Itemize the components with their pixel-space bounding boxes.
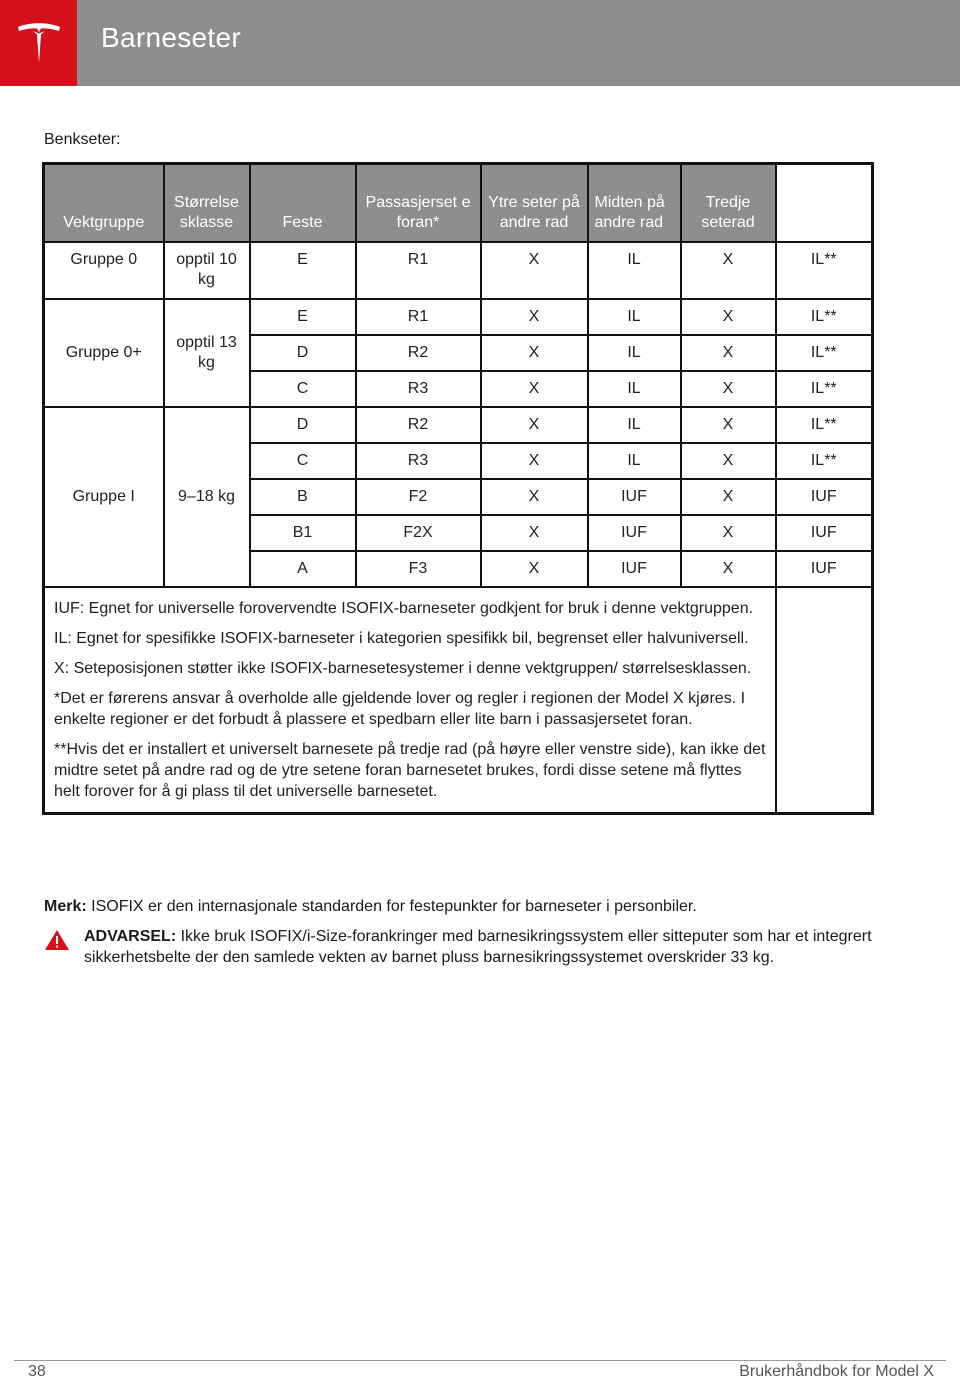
table-cell: X bbox=[681, 371, 776, 407]
group-cell: Gruppe 0+ bbox=[44, 299, 164, 407]
table-cell: R1 bbox=[356, 299, 481, 335]
footer-divider bbox=[14, 1360, 946, 1361]
table-cell: X bbox=[481, 371, 588, 407]
table-cell: D bbox=[250, 407, 356, 443]
note-double-asterisk: **Hvis det er installert et universelt barnesete på tredje rad (på høyre eller venstre side), kan ikke det midtre setet på andre rad og de ytre setene foran barnesetet brukes, fordi disse setene må flyttes helt forover for å gi plass til det universelle barnesetet. bbox=[54, 740, 766, 800]
table-cell: R3 bbox=[356, 443, 481, 479]
table-cell: X bbox=[681, 515, 776, 551]
group-cell: Gruppe 0 bbox=[44, 242, 164, 299]
notes-row bbox=[44, 587, 873, 814]
table-cell: IL bbox=[588, 299, 681, 335]
header-feste: Feste bbox=[250, 164, 356, 242]
table-cell: X bbox=[481, 299, 588, 335]
table-cell: R3 bbox=[356, 371, 481, 407]
table-cell: X bbox=[681, 443, 776, 479]
weight-cell: opptil 10 kg bbox=[164, 242, 250, 299]
table-cell: IL** bbox=[776, 371, 873, 407]
table-cell: F2X bbox=[356, 515, 481, 551]
table-cell: A bbox=[250, 551, 356, 587]
group-cell: Gruppe I bbox=[44, 407, 164, 587]
section-intro: Benkseter: bbox=[44, 131, 121, 148]
table-cell: F3 bbox=[356, 551, 481, 587]
table-cell: IUF bbox=[588, 551, 681, 587]
table-cell: IL bbox=[588, 371, 681, 407]
table-cell: E bbox=[250, 299, 356, 335]
notes-cell bbox=[44, 587, 776, 814]
table-cell: E bbox=[250, 242, 356, 299]
note-paragraph bbox=[44, 896, 884, 917]
warning-text bbox=[84, 926, 874, 968]
isofix-table bbox=[42, 162, 874, 815]
header-ytre-seter-andre-rad: Ytre seter på andre rad bbox=[481, 164, 588, 242]
table-cell: IUF bbox=[588, 515, 681, 551]
warning-body: Ikke bruk ISOFIX/i-Size-forankringer med barnesikringssystem eller sitteputer som har et integrert sikkerhetsbelte der den samlede vekten av barnet pluss barnesikringssystemet overskrider 33 kg. bbox=[84, 928, 872, 966]
table-cell: IL bbox=[588, 242, 681, 299]
header-passasjersete-foran: Passasjerset e foran* bbox=[356, 164, 481, 242]
note-text: ISOFIX er den internasjonale standarden for festepunkter for barneseter i personbiler. bbox=[86, 898, 697, 915]
table-cell: IL** bbox=[776, 407, 873, 443]
table-cell: F2 bbox=[356, 479, 481, 515]
table-cell: IL bbox=[588, 335, 681, 371]
table-cell: X bbox=[481, 443, 588, 479]
table-row bbox=[44, 242, 873, 299]
table-cell: IL** bbox=[776, 242, 873, 299]
table-cell: X bbox=[481, 551, 588, 587]
table-cell: X bbox=[481, 407, 588, 443]
note-label: Merk: bbox=[44, 898, 87, 915]
table-cell: X bbox=[481, 335, 588, 371]
table-cell: X bbox=[681, 242, 776, 299]
page-header bbox=[0, 0, 960, 86]
header-tredje-seterad: Tredje seterad bbox=[681, 164, 776, 242]
table-cell: IUF bbox=[776, 551, 873, 587]
table-cell: IUF bbox=[776, 479, 873, 515]
table-cell: IL** bbox=[776, 299, 873, 335]
page-title: Barneseter bbox=[101, 22, 241, 53]
page-number: 38 bbox=[28, 1363, 46, 1380]
table-cell: C bbox=[250, 443, 356, 479]
table-cell: X bbox=[481, 479, 588, 515]
table-cell: IUF bbox=[588, 479, 681, 515]
header-vektgruppe: Vektgruppe bbox=[44, 164, 164, 242]
table-cell: X bbox=[681, 407, 776, 443]
table-cell: B bbox=[250, 479, 356, 515]
note-asterisk: *Det er førerens ansvar å overholde alle gjeldende lover og regler i regionen der Model X kjøres. I enkelte regioner er det forbudt å plassere et spedbarn eller lite barn i passasjersetet foran. bbox=[54, 689, 746, 728]
weight-cell: 9–18 kg bbox=[164, 407, 250, 587]
table-cell: B1 bbox=[250, 515, 356, 551]
table-cell: R1 bbox=[356, 242, 481, 299]
footer-manual-title: Brukerhåndbok for Model X bbox=[739, 1363, 934, 1380]
table-cell: R2 bbox=[356, 335, 481, 371]
table-cell: X bbox=[681, 299, 776, 335]
warning-label: ADVARSEL: bbox=[84, 928, 177, 945]
note-x: X: Seteposisjonen støtter ikke ISOFIX-barnesetesystemer i denne vektgruppen/ størrelsesklassen. bbox=[54, 659, 752, 677]
tesla-logo-icon bbox=[14, 18, 64, 68]
table-cell: D bbox=[250, 335, 356, 371]
note-il: IL: Egnet for spesifikke ISOFIX-barneseter i kategorien spesifikk bil, begrenset eller halvuniversell. bbox=[54, 629, 749, 647]
table-cell: IL** bbox=[776, 335, 873, 371]
weight-cell: opptil 13 kg bbox=[164, 299, 250, 407]
table-header-row bbox=[44, 164, 873, 242]
table-cell: X bbox=[481, 242, 588, 299]
header-storrelsesklasse: Størrelse sklasse bbox=[164, 164, 250, 242]
table-cell: IL** bbox=[776, 443, 873, 479]
header-midten-andre-rad: Midten på andre rad bbox=[588, 164, 681, 242]
table-cell: X bbox=[681, 335, 776, 371]
table-row bbox=[44, 407, 873, 443]
table-cell: IUF bbox=[776, 515, 873, 551]
table-cell: X bbox=[681, 479, 776, 515]
table-cell: X bbox=[481, 515, 588, 551]
table-cell: IL bbox=[588, 443, 681, 479]
table-cell: X bbox=[681, 551, 776, 587]
table-row bbox=[44, 299, 873, 335]
table-cell: IL bbox=[588, 407, 681, 443]
table-cell: R2 bbox=[356, 407, 481, 443]
note-iuf: IUF: Egnet for universelle forovervendte ISOFIX-barneseter godkjent for bruk i denne vektgruppen. bbox=[54, 599, 754, 617]
tesla-logo bbox=[0, 0, 77, 86]
warning-triangle-icon bbox=[44, 929, 70, 951]
table-cell: C bbox=[250, 371, 356, 407]
